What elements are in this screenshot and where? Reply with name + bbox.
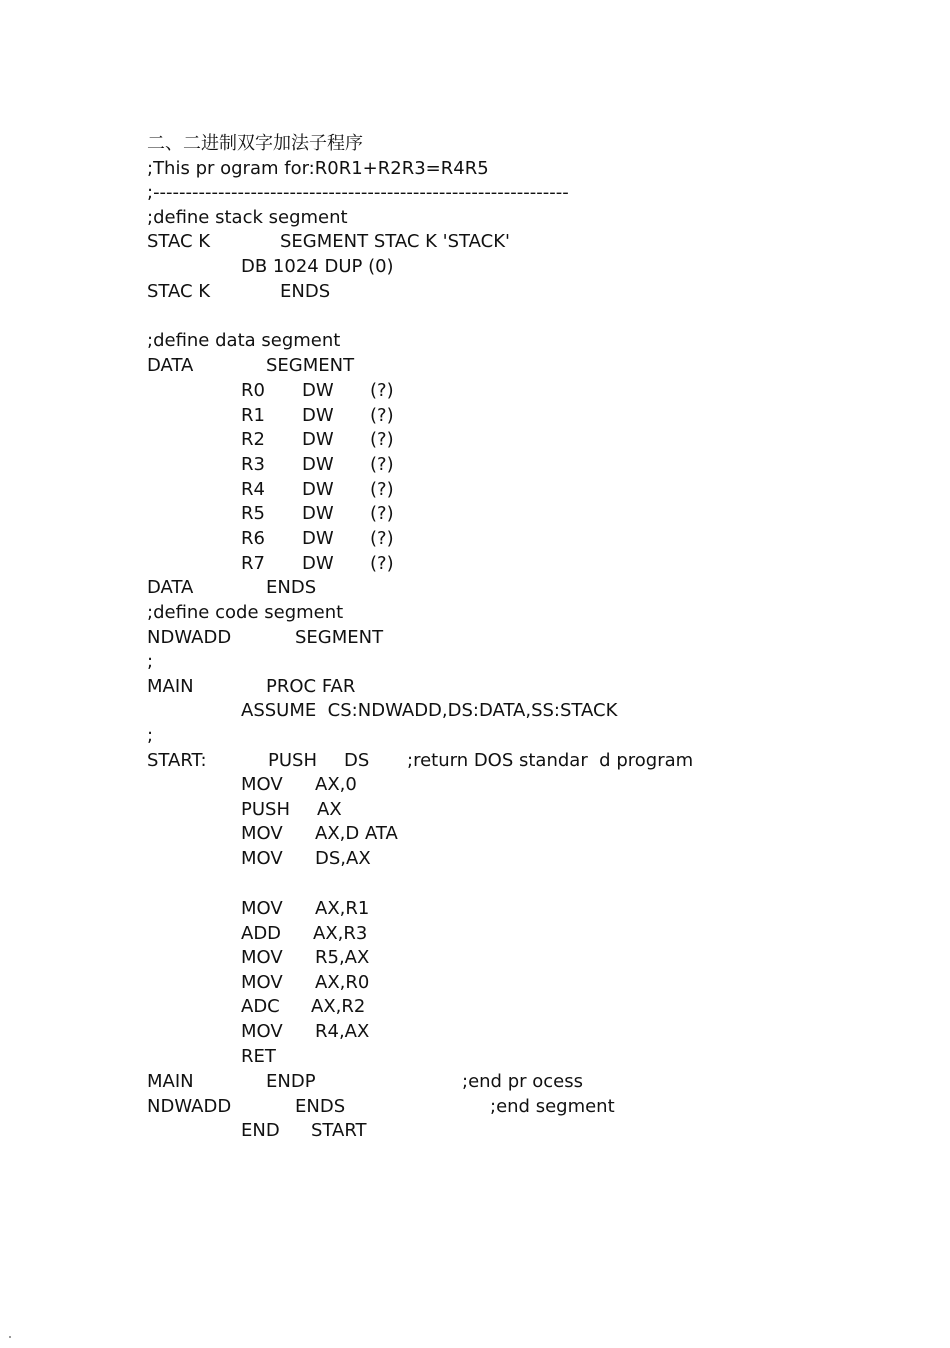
code-line	[0, 822, 950, 846]
code-token: MOV	[241, 947, 283, 968]
code-token: MOV	[241, 774, 283, 795]
code-token: SEGMENT	[295, 627, 384, 648]
code-line	[0, 329, 950, 353]
code-line	[0, 552, 950, 576]
code-token: ADD	[241, 923, 282, 944]
code-line	[0, 749, 950, 773]
code-token: ADC	[241, 996, 280, 1017]
code-token: R2	[241, 429, 265, 450]
code-token: MOV	[241, 898, 283, 919]
code-line	[0, 354, 950, 378]
code-token: (?)	[370, 429, 394, 450]
code-token: DW	[302, 405, 334, 426]
code-token: NDWADD	[147, 627, 232, 648]
code-token: ;	[147, 651, 154, 672]
code-line	[0, 724, 950, 748]
code-token: R4,AX	[315, 1021, 370, 1042]
document-title: 二、二进制双字加法子程序	[147, 133, 363, 154]
code-token: ;end segment	[490, 1096, 615, 1117]
code-token: ENDS	[295, 1096, 346, 1117]
code-token: (?)	[370, 380, 394, 401]
code-token: ENDS	[266, 577, 317, 598]
code-token: DW	[302, 528, 334, 549]
code-token: DW	[302, 380, 334, 401]
code-token: DS,AX	[315, 848, 371, 869]
code-line	[0, 1045, 950, 1069]
code-token: R7	[241, 553, 265, 574]
code-token: DW	[302, 479, 334, 500]
code-line	[0, 379, 950, 403]
code-token: MOV	[241, 823, 283, 844]
code-token: (?)	[370, 405, 394, 426]
code-line	[0, 478, 950, 502]
code-line	[0, 897, 950, 921]
code-token: MOV	[241, 1021, 283, 1042]
code-token: (?)	[370, 503, 394, 524]
code-token: START:	[147, 750, 207, 771]
code-token: NDWADD	[147, 1096, 232, 1117]
code-token: RET	[241, 1046, 276, 1067]
code-token: R3	[241, 454, 265, 475]
code-token: ;	[147, 725, 154, 746]
code-line	[0, 527, 950, 551]
code-line	[0, 453, 950, 477]
page-mark	[9, 1336, 11, 1338]
code-line	[0, 773, 950, 797]
code-line	[0, 922, 950, 946]
code-line	[0, 206, 950, 230]
code-token: DATA	[147, 577, 194, 598]
code-line	[0, 157, 950, 181]
code-token: ENDP	[266, 1071, 316, 1092]
code-token: AX,0	[315, 774, 357, 795]
code-token: DW	[302, 429, 334, 450]
code-token: MOV	[241, 848, 283, 869]
code-line	[0, 995, 950, 1019]
code-token: ;This pr ogram for:R0R1+R2R3=R4R5	[147, 158, 489, 179]
code-token: R6	[241, 528, 265, 549]
code-line	[0, 428, 950, 452]
code-line	[0, 601, 950, 625]
code-token: ;define stack segment	[147, 207, 348, 228]
code-token: AX,D ATA	[315, 823, 398, 844]
code-token: R5	[241, 503, 265, 524]
code-line	[0, 946, 950, 970]
code-token: PROC FAR	[266, 676, 356, 697]
code-token: MAIN	[147, 1071, 194, 1092]
code-line	[0, 502, 950, 526]
code-token: DATA	[147, 355, 194, 376]
code-token: ;return DOS standar d program	[407, 750, 694, 771]
code-line	[0, 1070, 950, 1094]
code-token: DS	[344, 750, 370, 771]
code-token: PUSH	[268, 750, 317, 771]
code-line	[0, 576, 950, 600]
code-token: STAC K	[147, 281, 211, 302]
code-line	[0, 230, 950, 254]
code-token: SEGMENT	[266, 355, 355, 376]
code-token: START	[311, 1120, 367, 1141]
code-line	[0, 1020, 950, 1044]
code-token: AX,R3	[313, 923, 368, 944]
code-line	[0, 404, 950, 428]
code-line	[0, 798, 950, 822]
code-token: ;----------------------------------------------------------------	[147, 182, 569, 203]
code-token: SEGMENT STAC K 'STACK'	[280, 231, 510, 252]
code-line	[0, 871, 950, 895]
code-line	[0, 1119, 950, 1143]
code-line	[0, 1095, 950, 1119]
code-token: DW	[302, 503, 334, 524]
code-token: (?)	[370, 479, 394, 500]
code-line	[0, 304, 950, 328]
code-token: AX,R1	[315, 898, 370, 919]
code-token: ENDS	[280, 281, 331, 302]
code-token: ;define data segment	[147, 330, 341, 351]
code-line	[0, 255, 950, 279]
code-line	[0, 181, 950, 205]
code-token: R1	[241, 405, 265, 426]
code-token: ASSUME CS:NDWADD,DS:DATA,SS:STACK	[241, 700, 618, 721]
code-token: AX,R0	[315, 972, 370, 993]
code-token: MOV	[241, 972, 283, 993]
code-token: STAC K	[147, 231, 211, 252]
code-token: R0	[241, 380, 265, 401]
code-token: DB 1024 DUP (0)	[241, 256, 394, 277]
code-token: (?)	[370, 528, 394, 549]
code-line	[0, 650, 950, 674]
code-token: END	[241, 1120, 280, 1141]
code-token: (?)	[370, 454, 394, 475]
code-token: DW	[302, 454, 334, 475]
code-token: PUSH	[241, 799, 290, 820]
code-token: DW	[302, 553, 334, 574]
code-line	[0, 626, 950, 650]
code-line	[0, 971, 950, 995]
code-line	[0, 675, 950, 699]
code-token: ;end pr ocess	[462, 1071, 583, 1092]
code-line	[0, 847, 950, 871]
code-token: R4	[241, 479, 265, 500]
code-token: ;define code segment	[147, 602, 344, 623]
code-token: R5,AX	[315, 947, 370, 968]
code-token: AX,R2	[311, 996, 366, 1017]
code-token: (?)	[370, 553, 394, 574]
code-token: MAIN	[147, 676, 194, 697]
code-token: AX	[317, 799, 342, 820]
code-line	[0, 280, 950, 304]
code-line	[0, 699, 950, 723]
